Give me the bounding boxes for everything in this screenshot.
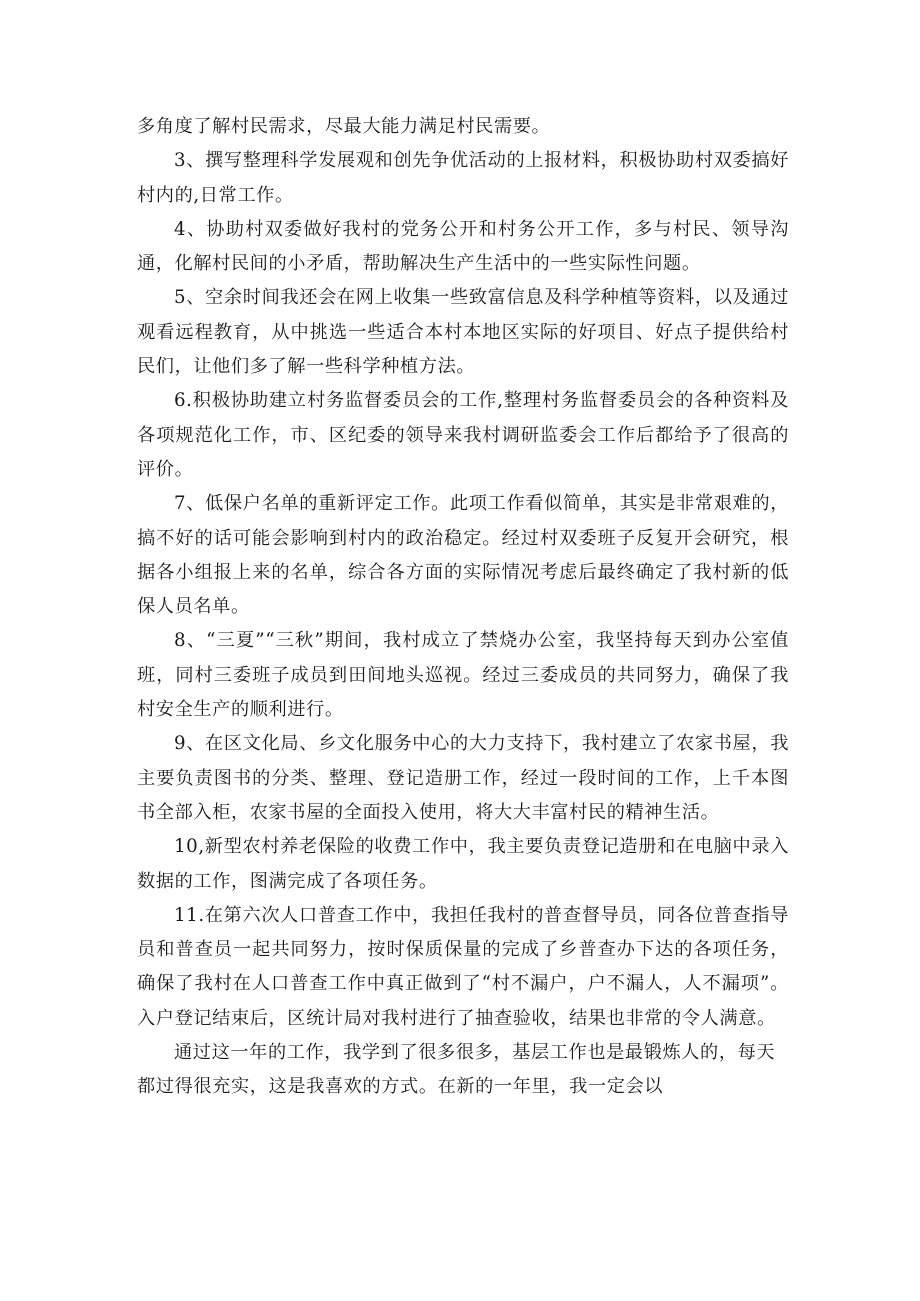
paragraph-item-6: 6.积极协助建立村务监督委员会的工作,整理村务监督委员会的各种资料及各项规范化工作，市、区纪委的领导来我村调研监委会工作后都给予了很高的评价。 xyxy=(137,390,789,480)
paragraph-conclusion: 通过这一年的工作，我学到了很多很多，基层工作也是最锻炼人的，每天都过得很充实，这是我喜欢的方式。在新的一年里，我一定会以 xyxy=(137,1042,776,1098)
paragraph-item-5: 5、空余时间我还会在网上收集一些致富信息及科学种植等资料，以及通过观看远程教育，从中挑选一些适合本村本地区实际的好项目、好点子提供给村民们，让他们多了解一些科学种植方法。 xyxy=(137,287,789,378)
document-body xyxy=(137,110,789,1105)
paragraph-item-10: 10,新型农村养老保险的收费工作中，我主要负责登记造册和在电脑中录入数据的工作，图满完成了各项任务。 xyxy=(137,836,789,892)
paragraph-item-11: 11.在第六次人口普查工作中，我担任我村的普查督导员，同各位普查指导员和普查员一起共同努力，按时保质保量的完成了乡普查办下达的各项任务，确保了我村在人口普查工作中真正做到了“村不漏户，户不漏人，人不漏项”。入户登记结束后，区统计局对我村进行了抽查验收，结果也非常的令人满意。 xyxy=(137,904,789,1029)
paragraph-continuation: 多角度了解村民需求，尽最大能力满足村民需要。 xyxy=(137,116,551,137)
paragraph-item-8: 8、“三夏”“三秋”期间，我村成立了禁烧办公室，我坚持每天到办公室值班，同村三委班子成员到田间地头巡视。经过三委成员的共同努力，确保了我村安全生产的顺利进行。 xyxy=(137,630,789,721)
paragraph-item-9: 9、在区文化局、乡文化服务中心的大力支持下，我村建立了农家书屋，我主要负责图书的分类、整理、登记造册工作，经过一段时间的工作，上千本图书全部入柜，农家书屋的全面投入使用，将大大丰富村民的精神生活。 xyxy=(137,733,789,823)
paragraph-item-7: 7、低保户名单的重新评定工作。此项工作看似简单，其实是非常艰难的，搞不好的话可能会影响到村内的政治稳定。经过村双委班子反复开会研究，根据各小组报上来的名单，综合各方面的实际情况考虑后最终确定了我村新的低保人员名单。 xyxy=(137,493,789,618)
paragraph-item-3: 3、撰写整理科学发展观和创先争优活动的上报材料，积极协助村双委搞好村内的,日常工作。 xyxy=(137,150,789,206)
paragraph-item-4: 4、协助村双委做好我村的党务公开和村务公开工作，多与村民、领导沟通，化解村民间的小矛盾，帮助解决生产生活中的一些实际性问题。 xyxy=(137,218,789,275)
